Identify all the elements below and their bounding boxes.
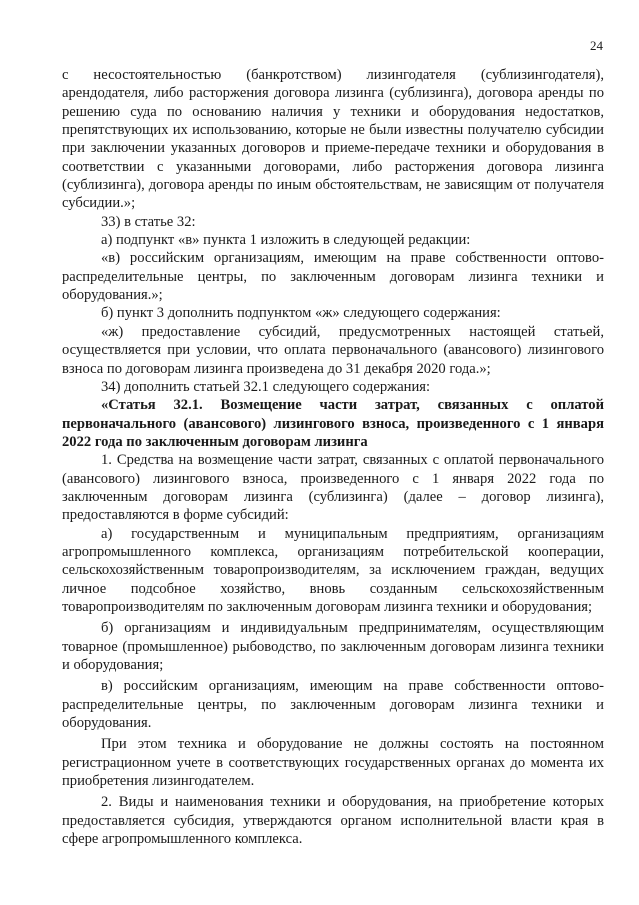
paragraph-item-34: 34) дополнить статьей 32.1 следующего содержания: [101,378,431,395]
paragraph-subitem-a: а) подпункт «в» пункта 1 изложить в следующей редакции: [101,232,471,249]
paragraph-clause-1: 1. Средства на возмещение части затрат, связанных с оплатой первоначального (авансового) лизингового взноса, произведенного с 1 января 2022 года по заключенным договорам лизинга (сублизинга) (далее – договор лизинга), предоставляются в форме субсидий: [62,452,604,524]
paragraph-clause-1-b: б) организациям и индивидуальным предпринимателям, осуществляющим товарное (промышленное) рыбоводство, по заключенным договорам лизинга техники и оборудования; [62,620,604,673]
paragraph-quote-v: «в) российским организациям, имеющим на праве собственности оптово-распределительные центры, по заключенным договорам лизинга техники и оборудования.»; [62,250,604,304]
page-number: 24 [590,38,603,53]
paragraph-clause-2: 2. Виды и наименования техники и оборудования, на приобретение которых предоставляется субсидия, утверждаются органом исполнительной власти края в сфере агропромышленного комплекса. [62,794,604,848]
paragraph-clause-1-v: в) российским организациям, имеющим на праве собственности оптово-распределительные центры, по заключенным договорам лизинга техники и оборудования. [62,678,604,732]
article-heading: «Статья 32.1. Возмещение части затрат, связанных с оплатой первоначального (авансового) лизингового взноса, произведенного с 1 января 2022 года по заключенным договорам лизинга [62,397,604,450]
paragraph-item-33: 33) в статье 32: [101,213,196,230]
paragraph-clause-1-a: а) государственным и муниципальным предприятиям, организациям агропромышленного комплекса, организациям потребительской кооперации, сельскохозяйственным товаропроизводителям, за исключением граждан, ведущих личное подсобное хозяйство, вновь созданным сельскохозяйственным товаропроизводителям по заключенным договорам лизинга техники и оборудования; [62,525,604,615]
paragraph-subitem-b: б) пункт 3 дополнить подпунктом «ж» следующего содержания: [101,305,501,322]
paragraph-note: При этом техника и оборудование не должны состоять на постоянном регистрационном учете в соответствующих государственных органах до момента их приобретения лизингодателем. [62,736,604,790]
document-body [62,66,604,848]
paragraph-continuation: с несостоятельностью (банкротством) лизингодателя (сублизингодателя), арендодателя, либо расторжения договора лизинга (сублизинга), договора аренды по решению суда по основанию наличия у техники и оборудования недостатков, препятствующих их использованию, которые не были известны получателю субсидии при заключении указанных договоров и приеме-передаче техники и оборудования в соответствии с указанными договорами, либо расторжения договора лизинга (сублизинга), договора аренды по иным обстоятельствам, не зависящим от получателя субсидии.»; [62,67,604,212]
paragraph-quote-zh: «ж) предоставление субсидий, предусмотренных настоящей статьей, осуществляется при условии, что оплата первоначального (авансового) лизингового взноса по договорам лизинга произведена до 31 декабря 2020 года.»; [62,323,604,377]
